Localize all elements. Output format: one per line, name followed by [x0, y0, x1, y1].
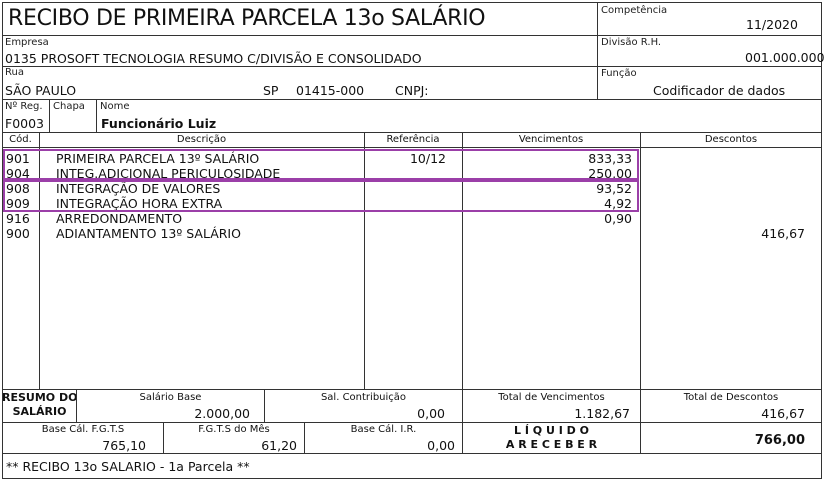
page-title: RECIBO DE PRIMEIRA PARCELA 13o SALÁRIO	[8, 6, 486, 31]
header-referencia: Referência	[386, 134, 440, 145]
nome-value: Funcionário Luiz	[101, 116, 217, 131]
row-vencimentos: 4,92	[604, 196, 632, 211]
liquido-label-2: A R E C E B E R	[505, 438, 598, 451]
rua-label: Rua	[5, 67, 24, 78]
header-descontos: Descontos	[704, 134, 758, 145]
row-vencimentos: 833,33	[588, 151, 632, 166]
resumo-label-1: RESUMO DO	[2, 391, 78, 404]
ir-base-value: 0,00	[427, 438, 455, 453]
sal-contribuicao-value: 0,00	[417, 406, 445, 421]
total-venc-label: Total de Vencimentos	[498, 392, 605, 403]
highlight-box-bottom	[3, 180, 639, 212]
nreg-value: F0003	[5, 116, 45, 131]
row-vencimentos: 250,00	[588, 166, 632, 181]
row-descricao: ADIANTAMENTO 13º SALÁRIO	[56, 226, 241, 241]
row-cod: 909	[6, 196, 30, 211]
row-vencimentos: 0,90	[604, 211, 632, 226]
salario-base-value: 2.000,00	[194, 406, 250, 421]
cnpj-label: CNPJ:	[395, 83, 429, 98]
row-descricao: INTEG.ADICIONAL PERICULOSIDADE	[56, 166, 281, 181]
divisao-value: 001.000.000	[745, 50, 825, 65]
header-cod: Cód.	[9, 134, 32, 145]
row-vencimentos: 93,52	[596, 181, 632, 196]
row-cod: 901	[6, 151, 30, 166]
row-cod: 916	[6, 211, 30, 226]
nome-label: Nome	[100, 101, 130, 112]
sal-contribuicao-label: Sal. Contribuição	[320, 392, 407, 403]
chapa-label: Chapa	[53, 101, 85, 112]
uf-value: SP	[263, 83, 279, 98]
row-cod: 904	[6, 166, 30, 181]
city-value: SÃO PAULO	[5, 83, 77, 98]
liquido-label-1: L Í Q U I D O	[514, 424, 589, 437]
cep-value: 01415-000	[296, 83, 365, 98]
fgts-mes-value: 61,20	[261, 438, 297, 453]
row-descontos: 416,67	[761, 226, 805, 241]
total-venc-value: 1.182,67	[574, 406, 630, 421]
fgts-base-label: Base Cál. F.G.T.S	[41, 424, 125, 435]
row-cod: 900	[6, 226, 30, 241]
row-cod: 908	[6, 181, 30, 196]
salario-base-label: Salário Base	[139, 392, 202, 403]
nreg-label: Nº Reg.	[5, 101, 43, 112]
fgts-base-value: 765,10	[102, 438, 146, 453]
total-desc-label: Total de Descontos	[683, 392, 779, 403]
col-divider	[640, 132, 641, 390]
ir-base-label: Base Cál. I.R.	[350, 424, 417, 435]
row-descricao: INTEGRAÇÃO HORA EXTRA	[56, 196, 223, 211]
row-descricao: PRIMEIRA PARCELA 13º SALÁRIO	[56, 151, 260, 166]
competencia-label: Competência	[601, 5, 668, 16]
highlight-box-top	[3, 149, 639, 180]
competencia-value: 11/2020	[746, 17, 798, 32]
funcao-value: Codificador de dados	[653, 83, 786, 98]
footer-text: ** RECIBO 13o SALARIO - 1a Parcela **	[6, 459, 250, 474]
row-descricao: ARREDONDAMENTO	[56, 211, 183, 226]
fgts-mes-label: F.G.T.S do Mês	[198, 424, 270, 435]
row-referencia: 10/12	[409, 151, 446, 166]
funcao-label: Função	[601, 68, 637, 79]
empresa-label: Empresa	[5, 37, 49, 48]
divisao-label: Divisão R.H.	[601, 37, 662, 48]
liquido-value: 766,00	[754, 433, 805, 448]
total-desc-value: 416,67	[761, 406, 805, 421]
header-vencimentos: Vencimentos	[518, 134, 584, 145]
resumo-label-2: SALÁRIO	[12, 405, 67, 418]
empresa-value: 0135 PROSOFT TECNOLOGIA RESUMO C/DIVISÃO E CONSOLIDADO	[5, 51, 422, 66]
header-descricao: Descrição	[176, 134, 227, 145]
header-divider	[2, 147, 822, 148]
row-descricao: INTEGRAÇÃO DE VALORES	[56, 181, 221, 196]
